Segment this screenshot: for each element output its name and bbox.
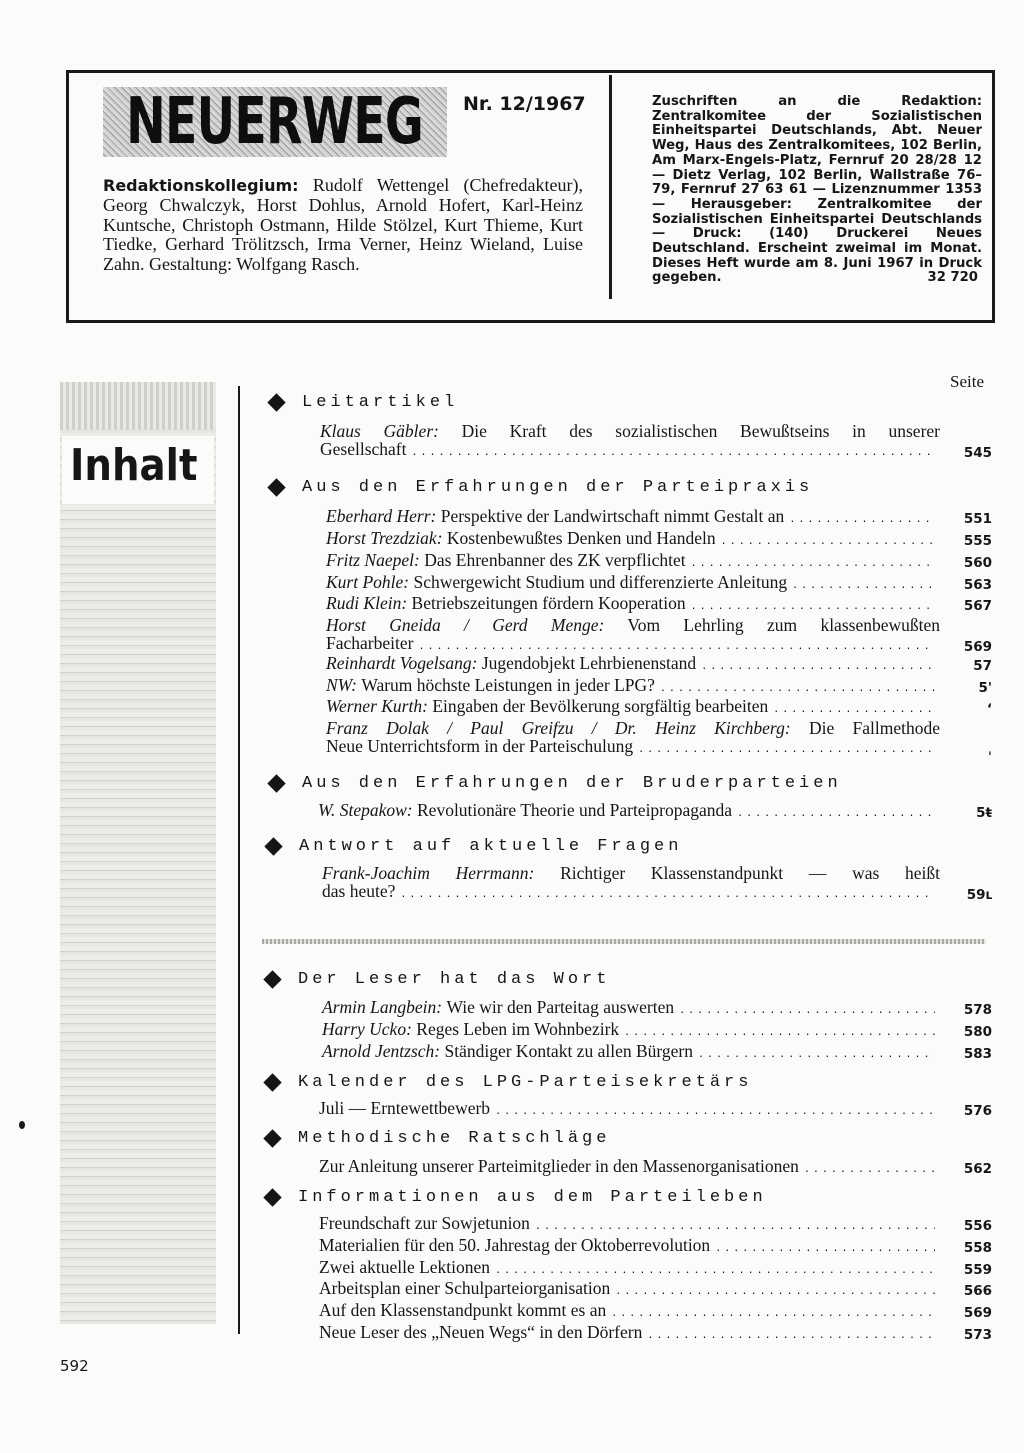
toc-entry-title: Warum höchste Leistungen in jeder LPG? [361, 675, 655, 695]
toc-entry[interactable] [319, 1236, 992, 1258]
section-heading [270, 774, 842, 793]
toc-entry[interactable] [322, 1020, 992, 1042]
toc-entry[interactable] [326, 551, 992, 573]
toc-entry-page: 566 [963, 1283, 992, 1299]
toc-entry-author: Werner Kurth: [326, 696, 428, 716]
toc-entry-title: Ständiger Kontakt zu allen Bürgern [444, 1041, 693, 1061]
imprint [652, 95, 982, 286]
toc-entry-author: NW: [326, 675, 357, 695]
toc-entry-page: 562 [963, 1161, 992, 1177]
section-title: Informationen aus dem Parteileben [298, 1188, 767, 1207]
toc-entry-title: Vom Lehrling zum klassenbewußten [627, 615, 940, 635]
leader-dots [715, 1240, 935, 1258]
toc-entry-title: Auf den Klassenstandpunkt kommt es an [319, 1300, 607, 1320]
toc-entry-title: Die Kraft des sozialistischen Bewußtseins in unserer [461, 421, 940, 441]
section-heading [266, 1073, 752, 1092]
diamond-bullet-icon [263, 1129, 281, 1147]
masthead-logo-text: NEUERWEG [126, 85, 424, 159]
section-title: Kalender des LPG-Parteisekretärs [298, 1073, 753, 1092]
toc-entry-title: Jugendobjekt Lehrbienenstand [481, 653, 697, 673]
toc-entry-line [319, 1258, 940, 1280]
toc-entry-author: Harry Ucko: [322, 1019, 412, 1039]
toc-entry-page: 5ŧ [976, 805, 992, 821]
toc-entry-line [322, 1042, 940, 1064]
left-strip-header [60, 382, 216, 430]
toc-entry-line [326, 654, 940, 676]
toc-entry[interactable] [326, 573, 992, 595]
toc-entry-author: Fritz Naepel: [326, 550, 420, 570]
toc-entry-title: Freundschaft zur Sowjetunion [319, 1213, 530, 1233]
toc-entry-author: Horst Gneida / Gerd Menge: [326, 615, 605, 635]
left-decorative-strip [60, 382, 216, 1324]
toc-entry-author: Armin Langbein: [322, 997, 443, 1017]
toc-entry[interactable] [326, 719, 992, 759]
toc-entry[interactable] [326, 594, 992, 616]
leader-dots [611, 1305, 935, 1323]
leader-dots [792, 577, 935, 595]
section-separator [262, 939, 986, 944]
toc-entry-author: Rudi Klein: [326, 593, 408, 613]
toc-entry-title: Reges Leben im Wohnbezirk [416, 1019, 620, 1039]
leader-dots [804, 1161, 935, 1179]
leader-dots [400, 886, 935, 904]
section-title: Methodische Ratschläge [298, 1129, 611, 1148]
toc-entry-page: ʻ [986, 701, 992, 717]
toc-entry[interactable] [319, 1258, 992, 1280]
leader-dots [638, 741, 935, 759]
toc-entry[interactable] [319, 1323, 992, 1345]
toc-entry-author: Frank-Joachim Herrmann: [322, 863, 535, 883]
toc-entry-title: Perspektive der Landwirtschaft nimmt Gestalt an [440, 506, 785, 526]
toc-entry-title-cont: Facharbeiter [326, 633, 414, 653]
toc-entry-page: 563 [963, 577, 992, 593]
masthead-divider [609, 75, 612, 299]
section-title: Aus den Erfahrungen der Parteipraxis [302, 478, 814, 497]
toc-entry-author: Eberhard Herr: [326, 506, 437, 526]
column-rule [238, 386, 240, 1334]
toc-entry-page: 578 [963, 1002, 992, 1018]
print-speck [19, 1121, 25, 1129]
toc-entry[interactable] [322, 1042, 992, 1064]
diamond-bullet-icon [267, 393, 285, 411]
section-title: Antwort auf aktuelle Fragen [299, 837, 683, 856]
toc-entry-page: 59ւ [966, 887, 992, 903]
toc-entry-line [322, 864, 940, 882]
toc-entry-line [319, 1301, 940, 1323]
diamond-bullet-icon [267, 774, 285, 792]
toc-entry-line [319, 1214, 940, 1236]
toc-entry-line [319, 1279, 940, 1301]
toc-entry-title: Zwei aktuelle Lektionen [319, 1257, 491, 1277]
diamond-bullet-icon [263, 1188, 281, 1206]
toc-entry-author: Klaus Gäbler: [320, 421, 439, 441]
editorial-members: Rudolf Wettengel (Chefredakteur), Georg Chwalczyk, Horst Dohlus, Arnold Hofert, Karl-Heinz Kuntsche, Christoph Ostmann, Hilde Stölzel, Kurt Thieme, Kurt Tiedke, Gerhard Trölitzsch, Irma Verner, Heinz Wieland, Luise Zahn. [103, 175, 583, 275]
toc-entry-page: 567 [963, 598, 992, 614]
toc-entry-title: Wie wir den Parteitag auswerten [446, 997, 675, 1017]
toc-entry[interactable] [319, 1301, 992, 1323]
toc-entry-page: 57 [973, 658, 992, 674]
toc-entry-title: Neue Leser des „Neuen Wegs“ in den Dörfern [319, 1322, 643, 1342]
leader-dots [737, 805, 935, 823]
toc-entry-author: Reinhardt Vogelsang: [326, 653, 478, 673]
toc-entry[interactable] [326, 654, 992, 676]
toc-entry[interactable] [326, 507, 992, 529]
toc-entry-line [322, 998, 940, 1020]
toc-entry-line [326, 697, 940, 719]
imprint-code: 32 720 [927, 270, 978, 286]
diamond-bullet-icon [263, 970, 281, 988]
toc-entry-line [326, 594, 940, 616]
toc-entry-page: 555 [963, 533, 992, 549]
toc-entry-page: 556 [963, 1218, 992, 1234]
toc-entry[interactable] [318, 801, 992, 823]
leader-dots [647, 1327, 935, 1345]
toc-entry-title: Juli — Erntewettbewerb [319, 1098, 491, 1118]
section-heading [266, 1188, 767, 1207]
toc-entry-page: 576 [963, 1103, 992, 1119]
toc-entry-author: W. Stepakow: [318, 800, 413, 820]
toc-entry-title: Schwergewicht Studium und differenzierte Anleitung [413, 572, 788, 592]
toc-entry-line [322, 1020, 940, 1042]
toc-entry-title-cont: Gesellschaft [320, 439, 407, 459]
toc-entry[interactable] [326, 616, 992, 656]
toc-entry-line [319, 1099, 940, 1121]
design-credit: Gestaltung: Wolfgang Rasch. [148, 254, 360, 275]
toc-entry-page: 583 [963, 1046, 992, 1062]
toc-title: Inhalt [70, 440, 198, 491]
diamond-bullet-icon [267, 478, 285, 496]
leader-dots [691, 555, 935, 573]
toc-entry-page: 580 [963, 1024, 992, 1040]
toc-entry[interactable] [326, 529, 992, 551]
toc-entry-page: 573 [963, 1327, 992, 1343]
leader-dots [701, 658, 935, 676]
toc-entry-page: 545 [963, 445, 992, 461]
toc-entry-author: Kurt Pohle: [326, 572, 410, 592]
toc-entry[interactable] [322, 864, 992, 904]
toc-entry[interactable] [326, 676, 992, 698]
toc-entry-line [319, 1157, 940, 1179]
toc-entry-title: Arbeitsplan einer Schulparteiorganisation [319, 1278, 611, 1298]
toc-entry-title: Eingaben der Bevölkerung sorgfältig bearbeiten [432, 696, 769, 716]
page-number: 592 [60, 1357, 89, 1375]
toc-entry-title: Kostenbewußtes Denken und Handeln [446, 528, 716, 548]
toc-entry[interactable] [319, 1214, 992, 1236]
imprint-text: Zuschriften an die Redaktion: Zentralkomitee der Sozialistischen Einheitspartei Deutschlands, Abt. Neuer Weg, Haus des Zentralkomitees, 102 Berlin, Am Marx-Engels-Platz, Fernruf 20 28/28 12 — Dietz Verlag, 102 Berlin, Wallstraße 76–79, Fernruf 27 63 61 — Lizenznummer 1353 — Herausgeber: Zentralkomitee der Sozialistischen Einheitspartei Deutschlands — Druck: (140) Druckerei Neues Deutschland. Erscheint zweimal im Monat. Dieses Heft wurde am 8. Juni 1967 in Druck gegeben. [652, 94, 982, 286]
leader-dots [535, 1218, 935, 1236]
section-heading [266, 1129, 610, 1148]
toc-entry-title: Materialien für den 50. Jahrestag der Oktoberrevolution [319, 1235, 711, 1255]
leader-dots [691, 598, 935, 616]
toc-entry-page: 560 [963, 555, 992, 571]
editorial-board [103, 176, 583, 275]
toc-entry-author: Franz Dolak / Paul Greifzu / Dr. Heinz Kirchberg: [326, 718, 791, 738]
toc-entry-line [326, 529, 940, 551]
leader-dots [721, 533, 935, 551]
toc-entry-line [322, 882, 940, 904]
toc-entry[interactable] [326, 697, 992, 719]
issue-number: Nr. 12/1967 [463, 93, 586, 115]
toc-entry[interactable] [319, 1279, 992, 1301]
toc-entry-line [326, 737, 940, 759]
leader-dots [773, 701, 935, 719]
masthead-box [66, 70, 995, 323]
toc-entry-page: 559 [963, 1262, 992, 1278]
toc-entry-title: Die Fallmethode [808, 718, 941, 738]
section-title: Der Leser hat das Wort [298, 970, 611, 989]
leader-dots [698, 1046, 935, 1064]
leader-dots [412, 444, 936, 462]
leader-dots [679, 1002, 935, 1020]
diamond-bullet-icon [263, 1073, 281, 1091]
toc-entry-page: 569 [963, 639, 992, 655]
toc-entry[interactable] [319, 1099, 992, 1121]
toc-entry-line [326, 719, 940, 737]
section-heading [266, 970, 610, 989]
masthead-logo [103, 87, 447, 157]
section-heading [267, 837, 682, 856]
toc-entry-line [318, 801, 940, 823]
toc-entry-line [326, 616, 940, 634]
toc-entry-line [326, 551, 940, 573]
toc-entry-title: Betriebszeitungen fördern Kooperation [411, 593, 686, 613]
toc-entry-title: Revolutionäre Theorie und Parteipropaganda [417, 800, 733, 820]
toc-entry-line [326, 507, 940, 529]
toc-entry-line [319, 1323, 940, 1345]
toc-entry-title: Das Ehrenbanner des ZK verpflichtet [424, 550, 686, 570]
toc-entry[interactable] [319, 1157, 992, 1179]
toc-entry[interactable] [322, 998, 992, 1020]
section-title: Leitartikel [302, 393, 459, 412]
leader-dots [624, 1024, 935, 1042]
toc-entry-page: ˌ [987, 742, 992, 758]
toc-entry-author: Arnold Jentzsch: [322, 1041, 441, 1061]
toc-entry-page: 551 [963, 511, 992, 527]
toc-entry-title: Richtiger Klassenstandpunkt — was heißt [560, 863, 940, 883]
toc-entry-line [320, 422, 940, 440]
toc-entry-line [320, 440, 940, 462]
toc-entry-page: 5' [978, 680, 992, 696]
toc-entry-author: Horst Trezdziak: [326, 528, 443, 548]
section-heading [270, 478, 813, 497]
leader-dots [615, 1283, 935, 1301]
leader-dots [495, 1103, 935, 1121]
toc-entry-page: 569 [963, 1305, 992, 1321]
toc-entry-line [319, 1236, 940, 1258]
section-title: Aus den Erfahrungen der Bruderparteien [302, 774, 842, 793]
toc-entry-line [326, 573, 940, 595]
toc-entry-line [326, 676, 940, 698]
toc-entry-title-cont: das heute? [322, 881, 396, 901]
toc-entry-page: 558 [963, 1240, 992, 1256]
leader-dots [789, 511, 935, 529]
toc-entry-title-cont: Neue Unterrichtsform in der Parteischulung [326, 736, 634, 756]
page-column-label: Seite [950, 372, 984, 391]
toc-entry[interactable] [320, 422, 992, 462]
toc-entry-title: Zur Anleitung unserer Parteimitglieder in den Massenorganisationen [319, 1156, 799, 1176]
editorial-label: Redaktionskollegium: [103, 176, 299, 195]
diamond-bullet-icon [264, 837, 282, 855]
section-heading [270, 393, 458, 412]
